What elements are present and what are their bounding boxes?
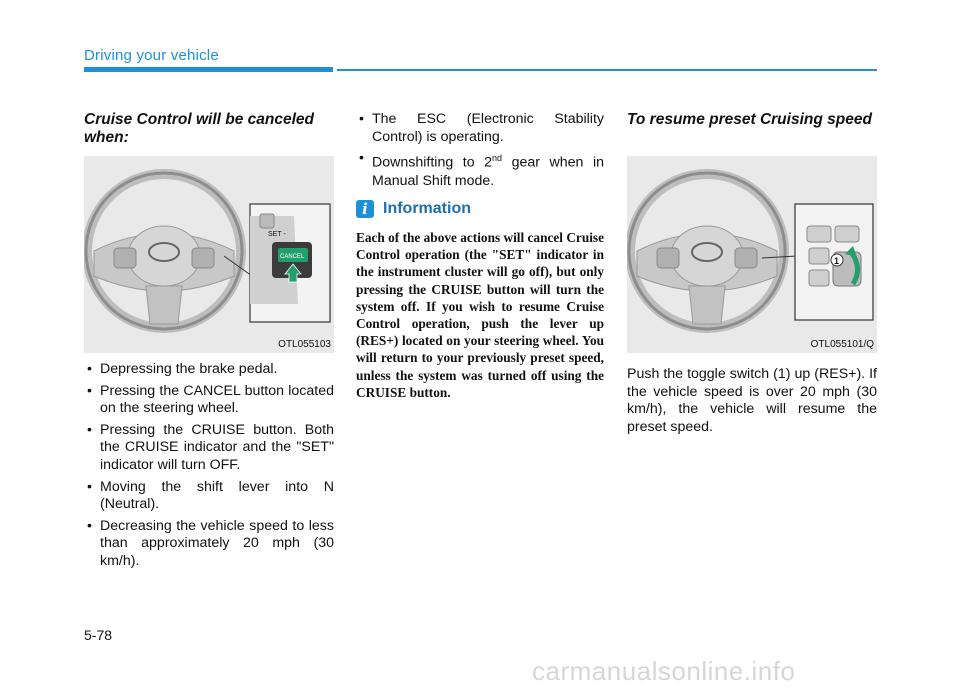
header-rule-thin [337,69,877,71]
downshift-prefix: Downshifting to 2 [372,154,493,171]
figure-code: OTL055101/Q [810,339,874,350]
information-heading [356,200,471,218]
cancel-heading: Cruise Control will be canceled when: [84,111,314,146]
ordinal-suffix: nd [492,153,503,164]
list-item: • Depressing the brake pedal. [84,361,334,379]
steering-wheel-illustration [84,156,334,353]
list-item: • Pressing the CANCEL button located on the steering wheel. [84,383,334,418]
information-title: Information [383,200,471,217]
info-icon: i [356,200,374,218]
list-item: • Pressing the CRUISE button. Both the CRUISE indicator and the "SET" indicator will turn OFF. [84,422,334,475]
list-item: • Moving the shift lever into N (Neutral). [84,479,334,514]
cancel-conditions-list [84,361,334,575]
figure-code: OTL055103 [278,339,331,350]
information-text: Each of the above actions will cancel Cruise Control operation (the "SET" indicator in the instrument cluster will go off), but only pressing the CRUISE button will turn the system off. If you wish to resume Cruise Control operation, push the lever up (RES+) located on your steering wheel. You will return to your previously preset speed, unless the system was turned off using the CRUISE button. [356,230,604,400]
downshift-suffix: gear when in Manual Shift mode. [372,154,604,189]
callout-number: 1 [834,256,840,266]
list-item: • The ESC (Electronic Stability Control) is operating. [356,111,604,146]
page-number: 5-78 [84,627,113,643]
cancel-label: CANCEL [280,254,305,260]
steering-wheel-figure-resume [627,156,877,353]
steering-wheel-figure-cancel [84,156,334,353]
set-label: SET - [268,231,286,238]
list-item: • Decreasing the vehicle speed to less than approximately 20 mph (30 km/h). [84,518,334,571]
watermark: carmanualsonline.info [532,656,796,686]
list-item [356,150,604,190]
steering-wheel-illustration [627,156,877,353]
resume-paragraph: Push the toggle switch (1) up (RES+). If the vehicle speed is over 20 mph (30 km/h), the vehicle will resume the preset speed. [627,366,877,435]
section-title: Driving your vehicle [84,47,219,64]
cancel-conditions-list-cont [356,111,604,194]
resume-heading: To resume preset Cruising speed [627,111,872,128]
header-rule-thick [84,67,333,72]
